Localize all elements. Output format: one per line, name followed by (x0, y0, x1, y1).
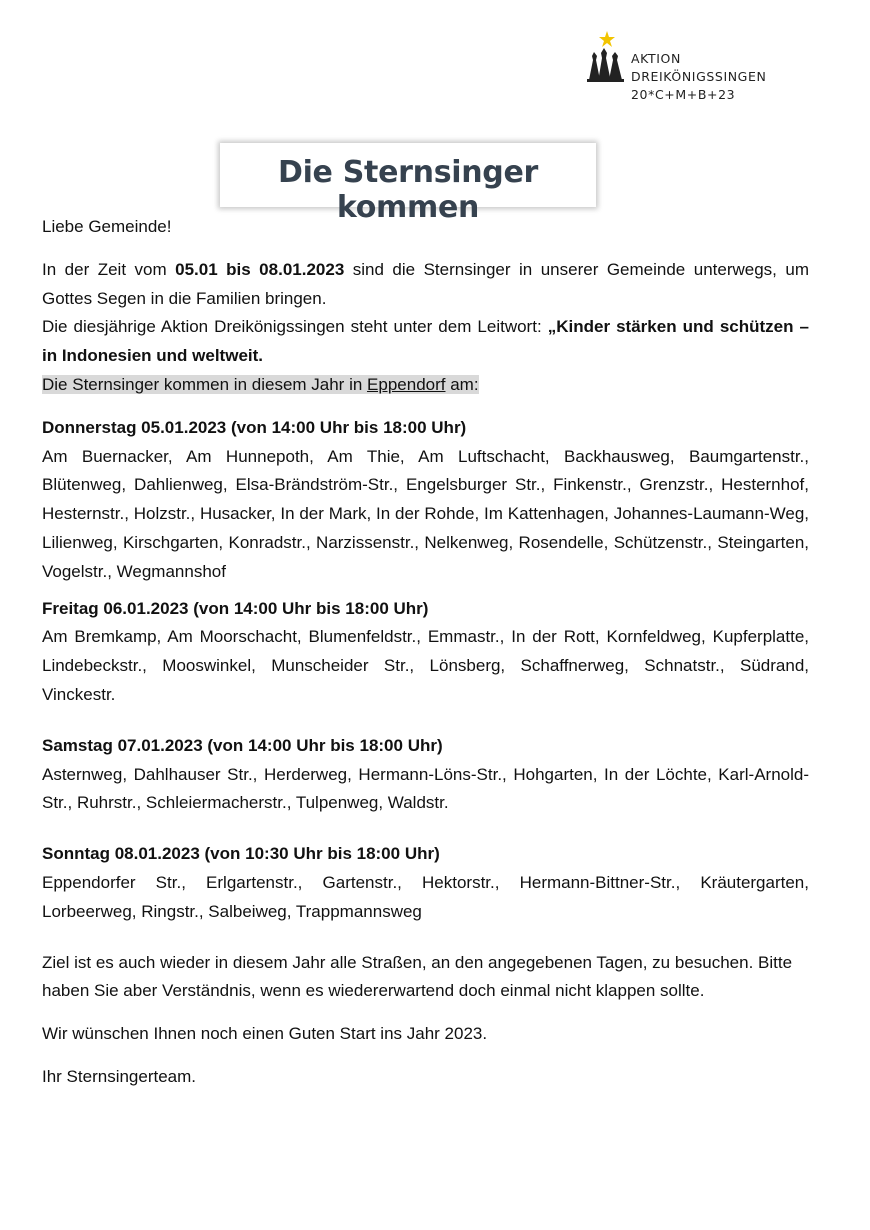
letter-body (42, 213, 809, 1106)
page-title: Die Sternsinger kommen (277, 155, 539, 225)
closing-wish: Wir wünschen Ihnen noch einen Guten Start ins Jahr 2023. (42, 1024, 488, 1044)
signature: Ihr Sternsingerteam. (42, 1066, 197, 1086)
day-title: Freitag 06.01.2023 (von 14:00 Uhr bis 18:00 Uhr) (42, 598, 429, 618)
location-suffix: am: (445, 374, 479, 394)
location-line (42, 375, 479, 394)
day-title: Donnerstag 05.01.2023 (von 14:00 Uhr bis 18:00 Uhr) (42, 417, 467, 437)
logo-text (631, 50, 766, 104)
street-list: Am Bremkamp, Am Moorschacht, Blumenfeldstr., Emmastr., In der Rott, Kornfeldweg, Kupferplatte, Lindebeckstr., Mooswinkel, Munscheider Str., Lönsberg, Schaffnerweg, Schnatstr., Südrand, Vinckestr. (42, 627, 809, 704)
intro-text-1: In der Zeit vom (42, 259, 176, 279)
day-block-friday (42, 595, 809, 710)
day-title: Sonntag 08.01.2023 (von 10:30 Uhr bis 18:00 Uhr) (42, 844, 440, 864)
location-name: Eppendorf (367, 374, 446, 394)
street-list: Eppendorfer Str., Erlgartenstr., Gartenstr., Hektorstr., Hermann-Bittner-Str., Kräutergarten, Lorbeerweg, Ringstr., Salbeiweg, Trappmannsweg (42, 872, 809, 921)
day-block-thursday (42, 414, 809, 587)
day-title: Samstag 07.01.2023 (von 14:00 Uhr bis 18:00 Uhr) (42, 735, 443, 755)
title-banner (220, 143, 596, 225)
intro-text-2: sind die Sternsinger in unserer Gemeinde unterwegs, um Gottes Segen in die Familien bringen. (42, 259, 809, 308)
logo-line-2: DREIKÖNIGSSINGEN (631, 69, 767, 84)
aktion-logo (585, 30, 775, 110)
street-list: Am Buernacker, Am Hunnepoth, Am Thie, Am Luftschacht, Backhausweg, Baumgartenstr., Blütenweg, Dahlienweg, Elsa-Brändström-Str., Engelsburger Str., Finkenstr., Grenzstr., Hesternhof, Hesternstr., Holzstr., Husacker, In der Mark, In der Rohde, Im Kattenhagen, Johannes-Laumann-Weg, Lilienweg, Kirschgarten, Konradstr., Narzissenstr., Nelkenweg, Rosendelle, Schützenstr., Steingarten, Vogelstr., Wegmannshof (42, 446, 809, 581)
logo-line-3: 20*C+M+B+23 (631, 87, 736, 102)
location-prefix: Die Sternsinger kommen in diesem Jahr in (42, 374, 368, 394)
motto: „Kinder stärken und schützen – in Indonesien und weltweit. (42, 317, 809, 366)
motto-prefix: Die diesjährige Aktion Dreikönigssingen steht unter dem Leitwort: (42, 317, 548, 337)
street-list: Asternweg, Dahlhauser Str., Herderweg, Hermann-Löns-Str., Hohgarten, In der Löchte, Karl-Arnold-Str., Ruhrstr., Schleiermacherstr., Tulpenweg, Waldstr. (42, 764, 809, 813)
day-block-sunday (42, 840, 809, 926)
logo-line-1: AKTION (631, 51, 681, 66)
three-kings-star-icon (585, 30, 627, 86)
greeting: Liebe Gemeinde! (42, 217, 172, 236)
intro-dates: 05.01 bis 08.01.2023 (175, 259, 345, 279)
closing-goal: Ziel ist es auch wieder in diesem Jahr alle Straßen, an den angegebenen Tagen, zu besuchen. Bitte haben Sie aber Verständnis, wenn es wiedererwartend doch einmal nicht klappen sollte. (42, 952, 793, 1001)
intro-paragraph (42, 256, 809, 400)
day-block-saturday (42, 732, 809, 818)
